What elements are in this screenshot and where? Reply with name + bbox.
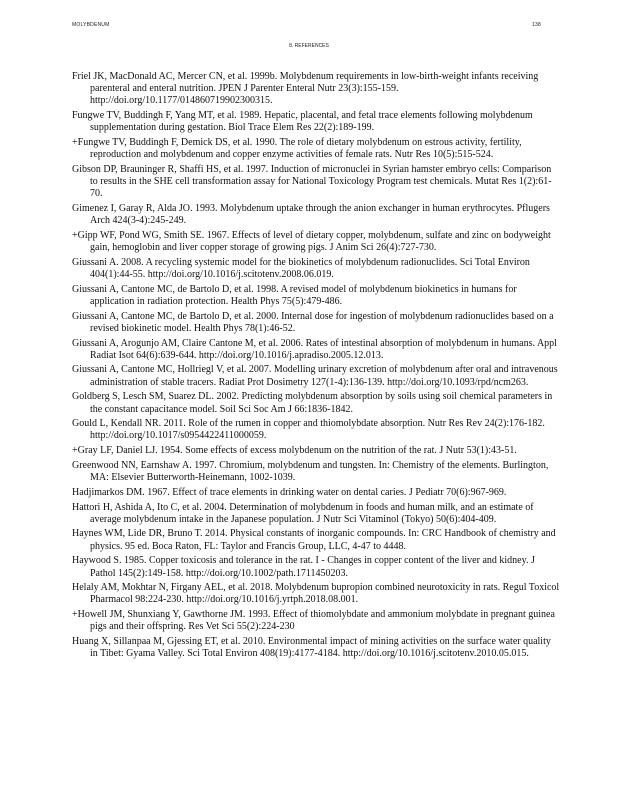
reference-entry: Hadjimarkos DM. 1967. Effect of trace elements in drinking water on dental caries. J Pediatr 70(6):967-969. [72,486,507,498]
section-heading: 8. REFERENCES [289,43,329,49]
reference-entry: +Gipp WF, Pond WG, Smith SE. 1967. Effects of level of dietary copper, molybdenum, sulfate and zinc on bodyweight gain, hemoglobin and liver copper storage of growing pigs. J Anim Sci 26(4):727-730. [72,229,551,254]
reference-entry: Giussani A, Cantone MC, Hollriegl V, et al. 2007. Modelling urinary excretion of molybdenum after oral and intravenous administration of stable tracers. Radiat Prot Dosimetry 127(1-4):136-139. http://doi.org/10.1093/rpd/ncm263. [72,364,558,388]
reference-entry: Gibson DP, Brauninger R, Shaffi HS, et al. 1997. Induction of micronuclei in Syrian hamster embryo cells: Comparison to results in the SHE cell transformation assay for National Toxicology Program test chemicals. Mutat Res 1(2):61-70. [72,163,552,200]
reference-entry: Fungwe TV, Buddingh F, Yang MT, et al. 1989. Hepatic, placental, and fetal trace elements following molybdenum supplementation during gestation. Biol Trace Elem Res 22(2):189-199. [72,110,533,134]
reference-entry: +Fungwe TV, Buddingh F, Demick DS, et al. 1990. The role of dietary molybdenum on estrous activity, fertility, reproduction and molybdenum and copper enzyme activities of female rats. Nutr Res 10(5):515-524. [72,137,522,161]
reference-entry: Haywood S. 1985. Copper toxicosis and tolerance in the rat. I - Changes in copper content of the liver and kidney. J Pathol 145(2):149-158. http://doi.org/10.1002/path.1711450203. [72,555,535,579]
reference-entry: Gould L, Kendall NR. 2011. Role of the rumen in copper and thiomolybdate absorption. Nutr Res Rev 24(2):176-182. http://doi.org/10.1017/s0954422411000059. [72,418,545,442]
reference-entry: Friel JK, MacDonald AC, Mercer CN, et al. 1999b. Molybdenum requirements in low-birth-weight infants receiving parenteral and enteral nutrition. JPEN J Parenter Enteral Nutr 23(3):155-159. http://doi.org/10.1177/014860719902300315. [72,71,539,107]
running-header-title: MOLYBDENUM [72,22,110,28]
reference-entry: Goldberg S, Lesch SM, Suarez DL. 2002. Predicting molybdenum absorption by soils using soil chemical parameters in the constant capacitance model. Soil Sci Soc Am J 66:1836-1842. [72,391,553,415]
reference-entry: Haynes WM, Lide DR, Bruno T. 2014. Physical constants of inorganic compounds. In: CRC Handbook of chemistry and physics. 95 ed. Boca Raton, FL: Taylor and Francis Group, LLC, 4-47 to 4448. [72,528,556,552]
reference-entry: Huang X, Sillanpaa M, Gjessing ET, et al. 2010. Environmental impact of mining activities on the surface water quality in Tibet: Gyama Valley. Sci Total Environ 408(19):4177-4184. http://doi.org/10.1016/j.scitotenv.2010.05.015. [72,636,551,660]
reference-entry: +Gray LF, Daniel LJ. 1954. Some effects of excess molybdenum on the nutrition of the rat. J Nutr 53(1):43-51. [72,445,517,457]
reference-entry: Giussani A, Arogunjo AM, Claire Cantone M, et al. 2006. Rates of intestinal absorption of molybdenum in humans. Appl Radiat Isot 64(6):639-644. http://doi.org/10.1016/j.apradiso.2005.12.013. [72,337,557,361]
reference-entry: +Howell JM, Shunxiang Y, Gawthorne JM. 1993. Effect of thiomolybdate and ammonium molybdate in pregnant guinea pigs and their offspring. Res Vet Sci 55(2):224-230 [72,609,555,633]
reference-entry: Giussani A, Cantone MC, de Bartolo D, et al. 1998. A revised model of molybdenum biokinetics in humans for application in radiation protection. Health Phys 75(5):479-486. [72,283,517,307]
reference-entry: Giussani A, Cantone MC, de Bartolo D, et al. 2000. Internal dose for ingestion of molybdenum radionuclides based on a revised biokinetic model. Health Phys 78(1):46-52. [72,310,554,334]
reference-entry: Greenwood NN, Earnshaw A. 1997. Chromium, molybdenum and tungsten. In: Chemistry of the elements. Burlington, MA: Elsevier Butterworth-Heinemann, 1002-1039. [72,459,549,484]
reference-entry: Hattori H, Ashida A, Ito C, et al. 2004. Determination of molybdenum in foods and human milk, and an estimate of average molybdenum intake in the Japanese population. J Nutr Sci Vitaminol (Tokyo) 50(6):404-409. [72,501,534,525]
reference-entry: Gimenez I, Garay R, Alda JO. 1993. Molybdenum uptake through the anion exchanger in human erythrocytes. Pflugers Arch 424(3-4):245-249. [72,203,550,227]
page-number: 138 [532,22,541,28]
reference-list [72,71,560,663]
reference-entry: Giussani A. 2008. A recycling systemic model for the biokinetics of molybdenum radionuclides. Sci Total Environ 404(1):44-55. http://doi.org/10.1016/j.scitotenv.2008.06.019. [72,256,530,281]
reference-entry: Helaly AM, Mokhtar N, Firgany AEL, et al. 2018. Molybdenum bupropion combined neurotoxicity in rats. Regul Toxicol Pharmacol 98:224-230. http://doi.org/10.1016/j.yrtph.2018.08.001. [72,582,560,606]
